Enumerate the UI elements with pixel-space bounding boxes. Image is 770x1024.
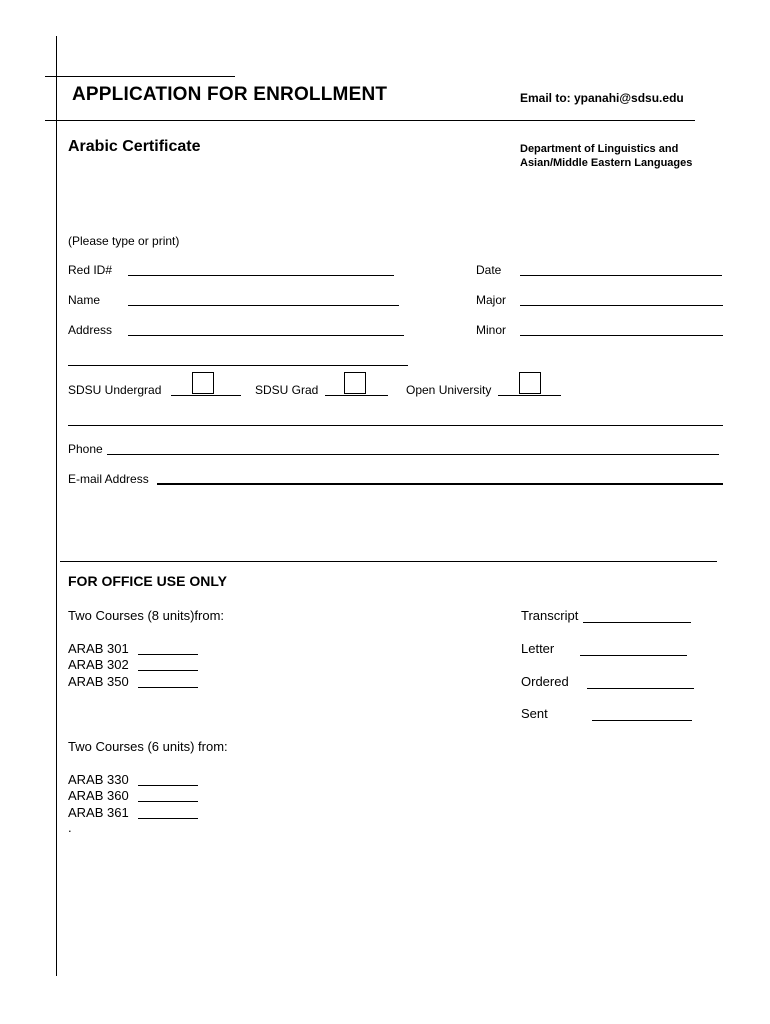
minor-label: Minor <box>476 323 507 337</box>
date-field[interactable] <box>520 275 722 276</box>
letter-field[interactable] <box>580 655 687 656</box>
header-rule <box>45 120 695 121</box>
open-university-checkbox[interactable] <box>519 372 541 394</box>
sent-field[interactable] <box>592 720 692 721</box>
ordered-label: Ordered <box>521 674 569 689</box>
date-label: Date <box>476 263 502 277</box>
undergrad-checkbox[interactable] <box>192 372 214 394</box>
office-rule <box>60 561 717 562</box>
group1-heading: Two Courses (8 units)from: <box>68 608 225 623</box>
course-arab-360: ARAB 360 <box>68 788 129 803</box>
instruction-text: (Please type or print) <box>68 234 180 248</box>
trailing-dot: . <box>68 820 72 835</box>
transcript-label: Transcript <box>521 608 579 623</box>
course-arab-330: ARAB 330 <box>68 772 129 787</box>
undergrad-label: SDSU Undergrad <box>68 383 162 397</box>
program-name: Arabic Certificate <box>68 138 201 155</box>
course-arab-350: ARAB 350 <box>68 674 129 689</box>
address-line-2-field[interactable] <box>68 365 408 366</box>
department-line-2: Asian/Middle Eastern Languages <box>520 157 693 169</box>
course-arab-302-field[interactable] <box>138 670 198 671</box>
minor-field[interactable] <box>520 335 723 336</box>
letter-label: Letter <box>521 641 555 656</box>
email-label: E-mail Address <box>68 472 149 486</box>
major-field[interactable] <box>520 305 723 306</box>
undergrad-underline <box>171 395 241 396</box>
page-title: APPLICATION FOR ENROLLMENT <box>72 84 388 105</box>
office-heading: FOR OFFICE USE ONLY <box>68 573 227 589</box>
major-label: Major <box>476 293 507 307</box>
course-arab-361: ARAB 361 <box>68 805 129 820</box>
ordered-field[interactable] <box>587 688 694 689</box>
name-label: Name <box>68 293 101 307</box>
course-arab-301-field[interactable] <box>138 654 198 655</box>
top-short-rule <box>45 76 235 77</box>
open-university-underline <box>498 395 561 396</box>
course-arab-330-field[interactable] <box>138 785 198 786</box>
grad-checkbox[interactable] <box>344 372 366 394</box>
address-label: Address <box>68 323 113 337</box>
phone-field[interactable] <box>107 454 719 455</box>
name-field[interactable] <box>128 305 399 306</box>
course-arab-350-field[interactable] <box>138 687 198 688</box>
separator-line <box>68 425 723 426</box>
grad-label: SDSU Grad <box>255 383 319 397</box>
course-arab-360-field[interactable] <box>138 801 198 802</box>
group2-heading: Two Courses (6 units) from: <box>68 739 228 754</box>
red-id-field[interactable] <box>128 275 394 276</box>
course-arab-361-field[interactable] <box>138 818 198 819</box>
transcript-field[interactable] <box>583 622 691 623</box>
department-line-1: Department of Linguistics and <box>520 143 679 155</box>
course-arab-302: ARAB 302 <box>68 657 129 672</box>
email-to: Email to: ypanahi@sdsu.edu <box>520 91 684 105</box>
open-university-label: Open University <box>406 383 492 397</box>
address-field[interactable] <box>128 335 404 336</box>
grad-underline <box>325 395 388 396</box>
email-field[interactable] <box>157 483 723 485</box>
red-id-label: Red ID# <box>68 263 113 277</box>
sent-label: Sent <box>521 706 548 721</box>
left-margin-rule <box>56 36 57 976</box>
phone-label: Phone <box>68 442 103 456</box>
course-arab-301: ARAB 301 <box>68 641 129 656</box>
